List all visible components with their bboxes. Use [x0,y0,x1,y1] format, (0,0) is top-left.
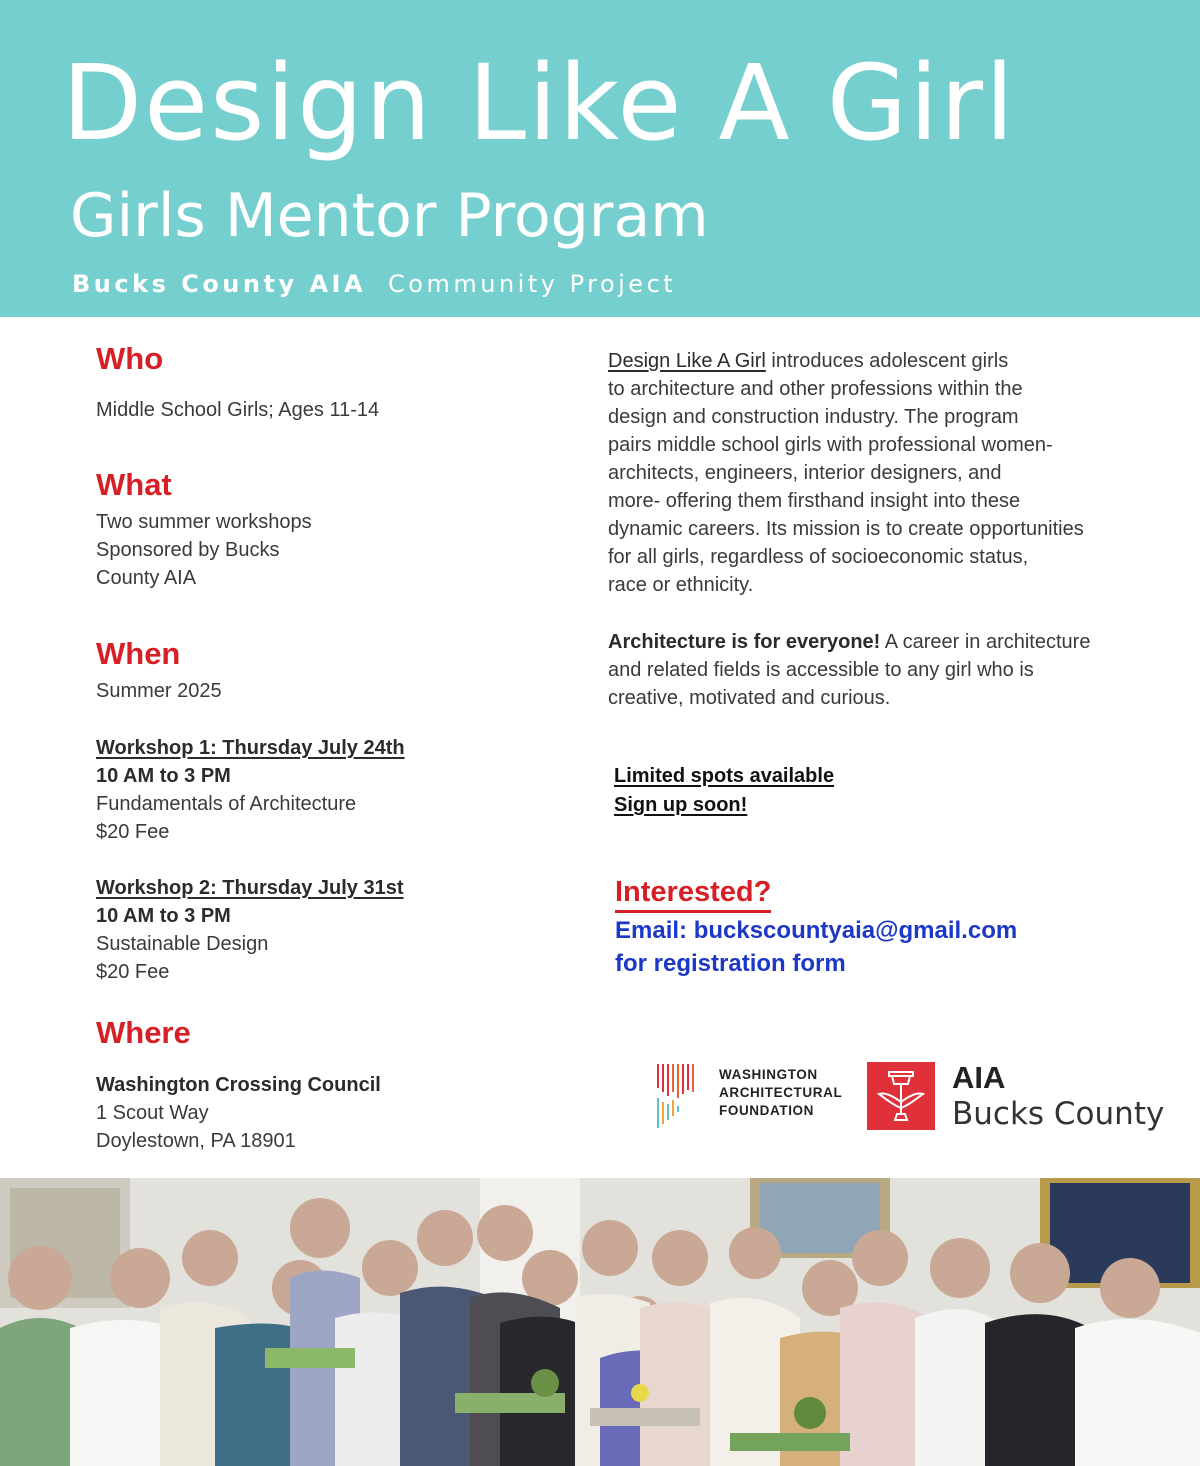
who-heading: Who [96,341,164,376]
tagline-project: Community Project [388,270,677,298]
workshop-1-title: Workshop 1: Thursday July 24th [96,737,405,759]
waf-logo-text: WASHINGTON ARCHITECTURAL FOUNDATION [719,1067,843,1118]
tagline [72,268,676,300]
venue-city: Doylestown, PA 18901 [96,1130,296,1152]
program-description: Design Like A Girl introduces adolescent girls to architecture and other professions within the design and construction industry. The program pairs middle school girls with professional women- architects, engineers, interior designers, and more- offering them firsthand insight into these dynamic careers. Its mission is to create opportunities for all girls, regardless of socioeconomic status, race or ethnicity. [608,350,1084,596]
who-text: Middle School Girls; Ages 11-14 [96,399,380,421]
workshop-2-fee: $20 Fee [96,961,170,983]
page-title: Design Like A Girl [62,42,1016,164]
contact-email[interactable] [615,914,1017,980]
limited-spots-notice: Limited spots available Sign up soon! [614,765,835,816]
what-text: Two summer workshops Sponsored by Bucks County AIA [96,511,312,589]
when-season: Summer 2025 [96,680,222,702]
what-heading: What [96,467,172,502]
workshop-2-title: Workshop 2: Thursday July 31st [96,877,404,899]
program-name-link: Design Like A Girl [608,350,766,372]
venue-name: Washington Crossing Council [96,1074,381,1096]
tagline-org: Bucks County AIA [72,270,367,298]
group-photo [0,1178,1200,1466]
where-address [96,1071,381,1155]
aia-logo-text: AIA Bucks County [952,1060,1165,1132]
workshop-1-time: 10 AM to 3 PM [96,765,231,787]
waf-logo-icon [655,1062,715,1132]
workshop-2-time: 10 AM to 3 PM [96,905,231,927]
page-subtitle: Girls Mentor Program [70,181,709,251]
email-line: Email: buckscountyaia@gmail.com [615,917,1018,944]
venue-street: 1 Scout Way [96,1102,209,1124]
everyone-bold: Architecture is for everyone! [608,631,881,653]
interested-heading: Interested? [615,874,771,913]
everyone-paragraph: Architecture is for everyone! A career in architecture and related fields is accessible to any girl who is creative, motivated and curious. [608,631,1091,709]
where-heading: Where [96,1015,191,1050]
workshop-2 [96,874,404,986]
aia-logo-icon [867,1062,935,1130]
form-line: for registration form [615,950,846,977]
workshop-1 [96,734,405,846]
workshop-1-topic: Fundamentals of Architecture [96,793,357,815]
when-heading: When [96,636,181,671]
workshop-2-topic: Sustainable Design [96,933,269,955]
header-banner [0,0,1200,317]
workshop-1-fee: $20 Fee [96,821,170,843]
